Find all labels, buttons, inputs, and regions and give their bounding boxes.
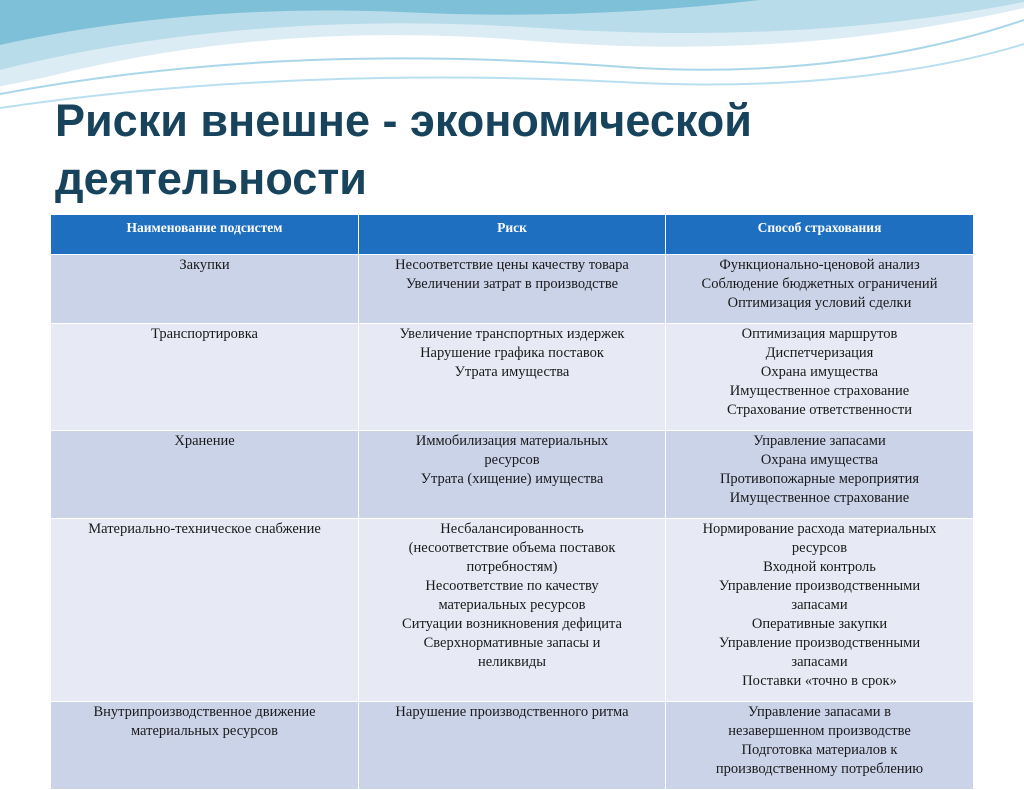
- cell-line: Иммобилизация материальных: [415, 433, 609, 449]
- cell-line: Несбалансированность: [440, 521, 584, 537]
- cell-line: запасами: [791, 597, 848, 613]
- table-row: [51, 255, 974, 324]
- cell-line: Несоответствие цены качеству товара: [395, 257, 629, 273]
- cell-line: Функционально-ценовой анализ: [719, 257, 920, 273]
- insurance-cell: [666, 255, 974, 324]
- header-risk: Риск: [359, 215, 666, 255]
- cell-line: Закупки: [179, 257, 230, 273]
- subsystem-cell: [51, 702, 359, 790]
- cell-line: потребностям): [466, 559, 558, 575]
- cell-line: Оптимизация условий сделки: [727, 295, 912, 311]
- cell-line: незавершенном производстве: [728, 723, 911, 739]
- cell-line: Подготовка материалов к: [741, 742, 898, 758]
- cell-line: запасами: [791, 654, 848, 670]
- table-row: [51, 702, 974, 790]
- risk-table: [50, 214, 974, 790]
- table-row: [51, 324, 974, 431]
- risk-cell: [359, 519, 666, 702]
- cell-line: Утрата (хищение) имущества: [420, 471, 604, 487]
- cell-line: Входной контроль: [763, 559, 876, 575]
- insurance-cell: [666, 702, 974, 790]
- cell-line: Нормирование расхода материальных: [702, 521, 937, 537]
- cell-line: Увеличении затрат в производстве: [405, 276, 619, 292]
- cell-line: материальных ресурсов: [438, 597, 586, 613]
- cell-line: Управление производственными: [718, 635, 921, 651]
- risk-cell: [359, 324, 666, 431]
- table-row: [51, 431, 974, 519]
- cell-line: Охрана имущества: [760, 364, 879, 380]
- cell-line: Противопожарные мероприятия: [719, 471, 920, 487]
- header-insurance: Способ страхования: [666, 215, 974, 255]
- risk-cell: [359, 431, 666, 519]
- cell-line: Имущественное страхование: [729, 490, 910, 506]
- insurance-cell: [666, 324, 974, 431]
- cell-line: материальных ресурсов: [130, 723, 279, 739]
- cell-line: производственному потреблению: [715, 761, 924, 777]
- subsystem-cell: [51, 519, 359, 702]
- header-subsystem: Наименование подсистем: [51, 215, 359, 255]
- cell-line: Охрана имущества: [760, 452, 879, 468]
- cell-line: (несоответствие объема поставок: [408, 540, 616, 556]
- cell-line: Увеличение транспортных издержек: [399, 326, 625, 342]
- insurance-cell: [666, 519, 974, 702]
- cell-line: Внутрипроизводственное движение: [93, 704, 316, 720]
- cell-line: Поставки «точно в срок»: [742, 673, 897, 689]
- cell-line: Управление запасами: [753, 433, 886, 449]
- cell-line: неликвиды: [478, 654, 546, 670]
- cell-line: Ситуации возникновения дефицита: [402, 616, 622, 632]
- cell-line: Управление запасами в: [748, 704, 891, 720]
- risk-cell: [359, 255, 666, 324]
- cell-line: Оптимизация маршрутов: [741, 326, 898, 342]
- subsystem-cell: [51, 431, 359, 519]
- page-title: Риски внешне - экономической деятельности: [55, 95, 752, 204]
- table-header-row: [51, 215, 974, 255]
- cell-line: Имущественное страхование: [729, 383, 910, 399]
- cell-line: Сверхнормативные запасы и: [423, 635, 601, 651]
- cell-line: Нарушение производственного ритма: [395, 704, 629, 720]
- cell-line: Оперативные закупки: [751, 616, 888, 632]
- cell-line: Соблюдение бюджетных ограничений: [701, 276, 938, 292]
- subsystem-cell: [51, 255, 359, 324]
- cell-line: Страхование ответственности: [726, 402, 913, 418]
- cell-line: Нарушение графика поставок: [420, 345, 604, 361]
- cell-line: ресурсов: [791, 540, 848, 556]
- subsystem-cell: [51, 324, 359, 431]
- cell-line: Утрата имущества: [454, 364, 570, 380]
- cell-line: Материально-техническое снабжение: [88, 521, 321, 537]
- table-row: [51, 519, 974, 702]
- cell-line: Управление производственными: [718, 578, 921, 594]
- cell-line: Хранение: [174, 433, 235, 449]
- cell-line: Диспетчеризация: [765, 345, 874, 361]
- cell-line: Несоответствие по качеству: [425, 578, 599, 594]
- cell-line: ресурсов: [484, 452, 540, 468]
- insurance-cell: [666, 431, 974, 519]
- cell-line: Транспортировка: [151, 326, 258, 342]
- risk-cell: [359, 702, 666, 790]
